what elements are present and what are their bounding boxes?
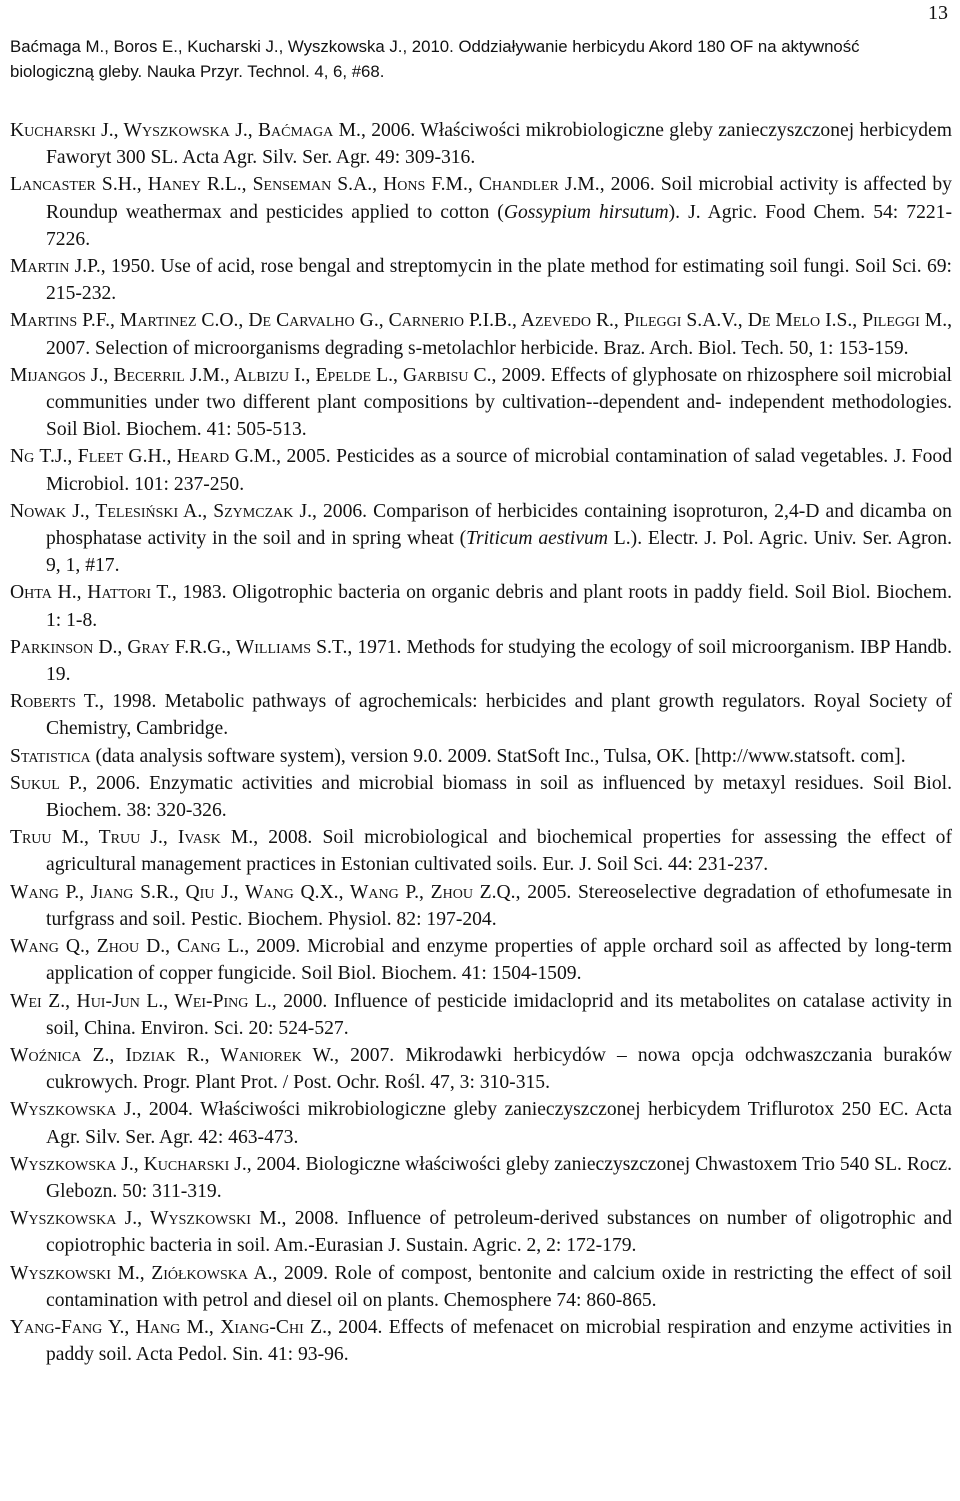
reference-text: Mikrodawki herbicydów – nowa opcja odchwaszczania buraków cukrowych. Progr. Plant Prot. / Post. Ochr. Rośl. 47, 3: 310-315. bbox=[46, 1044, 952, 1094]
reference-entry bbox=[10, 253, 952, 307]
reference-authors: Lancaster S.H., Haney R.L., Senseman S.A., Hons F.M., Chandler J.M., 2006. bbox=[10, 174, 655, 196]
reference-authors: Wyszkowska J., Kucharski J., 2004. bbox=[10, 1153, 301, 1175]
reference-authors: Sukul P., 2006. bbox=[10, 772, 141, 794]
reference-text-continued: ). J. Agric. Food Chem. 54: 7221-7226. bbox=[46, 201, 952, 250]
reference-entry bbox=[10, 171, 952, 253]
reference-text: Selection of microorganisms degrading s-metolachlor herbicide. Braz. Arch. Biol. Tech. 50, 1: 153-159. bbox=[90, 337, 909, 359]
reference-text: Soil microbial activity is affected by Roundup weathermax and pesticides applied to cotton ( bbox=[46, 174, 952, 223]
reference-entry bbox=[10, 1260, 952, 1314]
reference-entry bbox=[10, 362, 952, 444]
reference-text: Effects of mefenacet on microbial respiration and enzyme activities in paddy soil. Acta Pedol. Sin. 41: 93-96. bbox=[46, 1316, 952, 1366]
reference-authors: Parkinson D., Gray F.R.G., Williams S.T., 1971. bbox=[10, 636, 402, 658]
reference-entry bbox=[10, 1042, 952, 1096]
reference-list bbox=[10, 117, 952, 1368]
reference-text: Influence of petroleum-derived substances on number of oligotrophic and copiotrophic bacteria in soil. Am.-Eurasian J. Sustain. Agric. 2, 2: 172-179. bbox=[46, 1208, 953, 1257]
reference-authors: Nowak J., Telesiński A., Szymczak J., 2006. bbox=[10, 500, 368, 522]
reference-entry bbox=[10, 117, 952, 171]
reference-text-continued: L.). Electr. J. Pol. Agric. Univ. Ser. Agron. 9, 1, #17. bbox=[46, 528, 952, 577]
reference-authors: Wyszkowski M., Ziółkowska A., 2009. bbox=[10, 1262, 329, 1284]
reference-text: Comparison of herbicides containing isoproturon, 2,4-D and dicamba on phosphatase activity in the soil and in spring wheat ( bbox=[46, 500, 952, 550]
reference-text: Use of acid, rose bengal and streptomycin in the plate method for estimating soil fungi. Soil Sci. 69: 215-232. bbox=[46, 256, 952, 305]
reference-entry bbox=[10, 743, 952, 770]
page-number: 13 bbox=[928, 2, 948, 24]
reference-entry bbox=[10, 988, 952, 1042]
reference-text: Microbial and enzyme properties of apple orchard soil as affected by long-term application of copper fungicide. Soil Biol. Biochem. 41: 1504-1509. bbox=[46, 936, 952, 985]
reference-authors: Wyszkowska J., 2004. bbox=[10, 1099, 193, 1121]
reference-text: Pesticides as a source of microbial contamination of salad vegetables. J. Food Microbiol. 101: 237-250. bbox=[46, 446, 952, 495]
reference-text: Enzymatic activities and microbial biomass in soil as influenced by metaxyl residues. Soil Biol. Biochem. 38: 320-326. bbox=[46, 772, 952, 822]
running-head: Baćmaga M., Boros E., Kucharski J., Wyszkowska J., 2010. Oddziaływanie herbicydu Akord 180 OF na aktywność biologiczną gleby. Nauka Przyr. Technol. 4, 6, #68. bbox=[10, 37, 860, 81]
reference-entry bbox=[10, 688, 952, 742]
reference-text: Właściwości mikrobiologiczne gleby zanieczyszczonej herbicydem Faworyt 300 SL. Acta Agr. Silv. Ser. Agr. 49: 309-316. bbox=[46, 120, 952, 169]
reference-authors: Martin J.P., 1950. bbox=[10, 256, 156, 278]
reference-text: Soil microbiological and biochemical properties for assessing the effect of agricultural management practices in Estonian cultivated soils. Eur. J. Soil Sci. 44: 231-237. bbox=[46, 827, 953, 876]
reference-entry bbox=[10, 1151, 952, 1205]
reference-entry bbox=[10, 933, 952, 987]
reference-entry bbox=[10, 824, 952, 878]
reference-species-name: Triticum aestivum bbox=[466, 528, 608, 550]
reference-text: Methods for studying the ecology of soil microorganism. IBP Handb. 19. bbox=[46, 636, 952, 686]
reference-authors: Mijangos J., Becerril J.M., Albizu I., Epelde L., Garbisu C., 2009. bbox=[10, 364, 546, 386]
reference-authors: Wei Z., Hui-Jun L., Wei-Ping L., 2000. bbox=[10, 990, 328, 1012]
reference-authors: Roberts T., 1998. bbox=[10, 691, 157, 713]
reference-authors: Ohta H., Hattori T., 1983. bbox=[10, 582, 227, 604]
reference-authors: Martins P.F., Martinez C.O., De Carvalho G., Carnerio P.I.B., Azevedo R., Pileggi S.A.V., De Melo I.S., Pileggi M., 2007. bbox=[10, 310, 952, 359]
reference-text: (data analysis software system), version 9.0. 2009. StatSoft Inc., Tulsa, OK. [http://www.statsoft. com]. bbox=[90, 745, 906, 767]
reference-entry bbox=[10, 1096, 952, 1150]
reference-authors: Wyszkowska J., Wyszkowski M., 2008. bbox=[10, 1208, 339, 1230]
reference-entry bbox=[10, 498, 952, 580]
reference-entry bbox=[10, 307, 952, 361]
reference-text: Właściwości mikrobiologiczne gleby zanieczyszczonej herbicydem Triflurotox 250 EC. Acta Agr. Silv. Ser. Agr. 42: 463-473. bbox=[46, 1099, 952, 1148]
reference-text: Biologiczne właściwości gleby zanieczyszczonej Chwastoxem Trio 540 SL. Rocz. Glebozn. 50: 311-319. bbox=[46, 1153, 952, 1202]
reference-authors: Truu M., Truu J., Ivask M., 2008. bbox=[10, 827, 313, 849]
reference-entry bbox=[10, 1205, 952, 1259]
reference-entry bbox=[10, 1314, 952, 1368]
reference-authors: Kucharski J., Wyszkowska J., Baćmaga M., 2006. bbox=[10, 120, 416, 141]
reference-entry bbox=[10, 770, 952, 824]
reference-text: Role of compost, bentonite and calcium oxide in restricting the effect of soil contamination with petrol and diesel oil on plants. Chemosphere 74: 860-865. bbox=[46, 1262, 952, 1311]
reference-authors: Statistica bbox=[10, 745, 91, 767]
reference-species-name: Gossypium hirsutum bbox=[503, 201, 669, 223]
reference-entry bbox=[10, 634, 952, 688]
reference-text: Influence of pesticide imidacloprid and its metabolites on catalase activity in soil, China. Environ. Sci. 20: 524-527. bbox=[46, 990, 952, 1039]
reference-entry bbox=[10, 443, 952, 497]
reference-authors: Wang P., Jiang S.R., Qiu J., Wang Q.X., Wang P., Zhou Z.Q., 2005. bbox=[10, 881, 572, 903]
reference-authors: Yang-Fang Y., Hang M., Xiang-Chi Z., 2004. bbox=[10, 1316, 383, 1338]
reference-text: Metabolic pathways of agrochemicals: herbicides and plant growth regulators. Royal Society of Chemistry, Cambridge. bbox=[46, 691, 952, 740]
reference-text: Effects of glyphosate on rhizosphere soil microbial communities under two different plant compositions by cultivation--dependent and- independent methodologies. Soil Biol. Biochem. 41: 505-513. bbox=[46, 364, 952, 441]
reference-authors: Woźnica Z., Idziak R., Waniorek W., 2007. bbox=[10, 1044, 395, 1066]
reference-entry bbox=[10, 579, 952, 633]
reference-text: Oligotrophic bacteria on organic debris and plant roots in paddy field. Soil Biol. Biochem. 1: 1-8. bbox=[46, 582, 952, 631]
reference-entry bbox=[10, 879, 952, 933]
reference-authors: Wang Q., Zhou D., Cang L., 2009. bbox=[10, 936, 301, 958]
reference-authors: Ng T.J., Fleet G.H., Heard G.M., 2005. bbox=[10, 446, 331, 468]
reference-text: Stereoselective degradation of ethofumesate in turfgrass and soil. Pestic. Biochem. Physiol. 82: 197-204. bbox=[46, 881, 952, 930]
